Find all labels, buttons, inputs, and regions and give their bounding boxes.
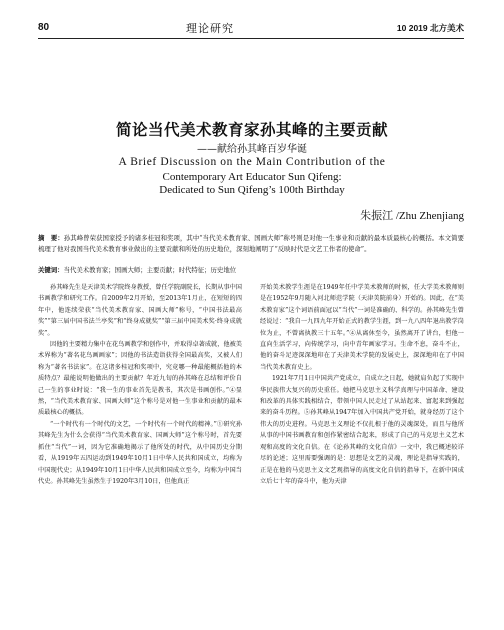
article-subtitle: ——献给孙其峰百岁华诞: [197, 144, 307, 155]
english-title-line-2: Contemporary Art Educator Sun Qifeng:: [162, 171, 342, 183]
paragraph: 孙其峰先生是天津美术学院终身教授，曾任学院副院长，长期从事中国书画教学和研究工作。自2009年2月开始，至2013年1月止，在短短的四年中，他连续荣获“当代美术教育家、国画大师”称号，“中国书法最高奖”“第三届中国书法兰亭奖”和“终身成就奖”“第三届中国美术奖·终身成就奖”。: [38, 284, 242, 337]
keywords-label: 关键词：: [38, 266, 64, 274]
paragraph: 因他的主要精力集中在花鸟画教学和创作中，并取得卓著成就，他被美术界称为“著名花鸟画画家”；因他的书法造诣获得全国最高奖，又被人们称为“著名书法家”。在这诸多桂冠和奖项中，究竟哪一种最能概括他的本质特点？最能说明他做出的主要贡献？年近九旬的孙其峰在总结和评价自己一生的事业时说：“我一生的事业首先是教书，其次是书画创作。”④显然，“当代美术教育家、国画大师”这个称号是对他一生事业和贡献的最本质最核心的概括。: [38, 341, 242, 417]
section-title: 理论研究: [186, 22, 234, 35]
body-column-left: [38, 282, 242, 487]
keywords-text: 当代美术教育家；国画大师；主要贡献；时代特征；历史地位: [63, 266, 237, 274]
header-rule: [38, 38, 464, 39]
page-number: 80: [38, 22, 50, 33]
article-title: 简论当代美术教育家孙其峰的主要贡献: [115, 121, 388, 139]
abstract: [38, 233, 464, 255]
keywords: [38, 265, 464, 275]
author-name: 朱振江 /Zhu Zhenjiang: [360, 210, 464, 222]
abstract-label: 摘 要：: [38, 234, 64, 242]
paragraph: 1921年7月1日中国共产党成立，自成立之日起，她就肩负起了实现中华民族伟大复兴的历史重任。她把马克思主义科学真理与中国革命、建设和改革的具体实践相结合，带领中国人民走过了从站起来、富起来到强起来的奋斗历程。⑤孙其峰从1947年加入中国共产党开始，就身经历了这个伟大的历史进程。马克思主义理论不仅扎根于他的灵魂深处，而且与他所从事的中国书画教育和创作紧密结合起来，形成了自己的马克思主义艺术观和高度的文化自信。在《论孙其峰的文化自信》一文中，我已概述较详尽的论述；这里需要强调的是：思想是文艺的灵魂，理论是指导实践的，正是在他的马克思主义文艺观指导的高度文化自信的指导下，在新中国成立后七十年的奋斗中，他为天津: [260, 375, 464, 485]
english-title-line-3: Dedicated to Sun Qifeng’s 100th Birthday: [159, 184, 345, 196]
paragraph: 开始美术教学生涯是在1949年任中学美术教师的时候，任大学美术教师则是在1952年9月随入河北师范学院（天津美院前身）开始的。因此，在“美术教育家”这个词语前面冠以“当代”一词是准确的、科学的。孙其峰先生曾经说过：“我自一九四九年开始正式的教学生涯，到一九八四年退出教学岗位为止，不曾离执教三十五年。”④从离休至今，虽然离开了讲台，但他一直向生活学习，向传统学习，向中青年画家学习。生命不息，奋斗不止，他的奋斗足迹深深地印在了天津美术学院的发展史上，深深地印在了中国当代美术教育史上。: [260, 284, 464, 371]
issue-info: 10 2019 北方美术: [396, 23, 464, 33]
abstract-text: 孙其峰曾荣获国家授予的诸多桂冠和奖项，其中“当代美术教育家、国画大师”称号则是对他一生事业和贡献的最本质最核心的概括。本文简要梳理了他对我国当代美术教育事业做出的主要贡献和所处的历史地位，深刻地阐明了“反映时代是文艺工作者的使命”。: [38, 234, 464, 253]
paragraph: “一个时代有一个时代的文艺，一个时代有一个时代的精神。”①研究孙其峰先生为什么会获得“当代美术教育家、国画大师”这个称号时，首先要抓住“当代”一词，因为它准确地揭示了他所处的时代，从中国历史分期看，从1919年五四运动到1949年10月1日中华人民共和国成立，均称为中国现代史；从1949年10月1日中华人民共和国成立至今，均称为中国当代史。孙其峰先生虽然生于1920年3月10日，但他真正: [38, 420, 242, 485]
page-header: [0, 0, 504, 48]
english-title-line-1: A Brief Discussion on the Main Contribution of the: [118, 156, 386, 168]
body-column-right: [260, 282, 464, 487]
